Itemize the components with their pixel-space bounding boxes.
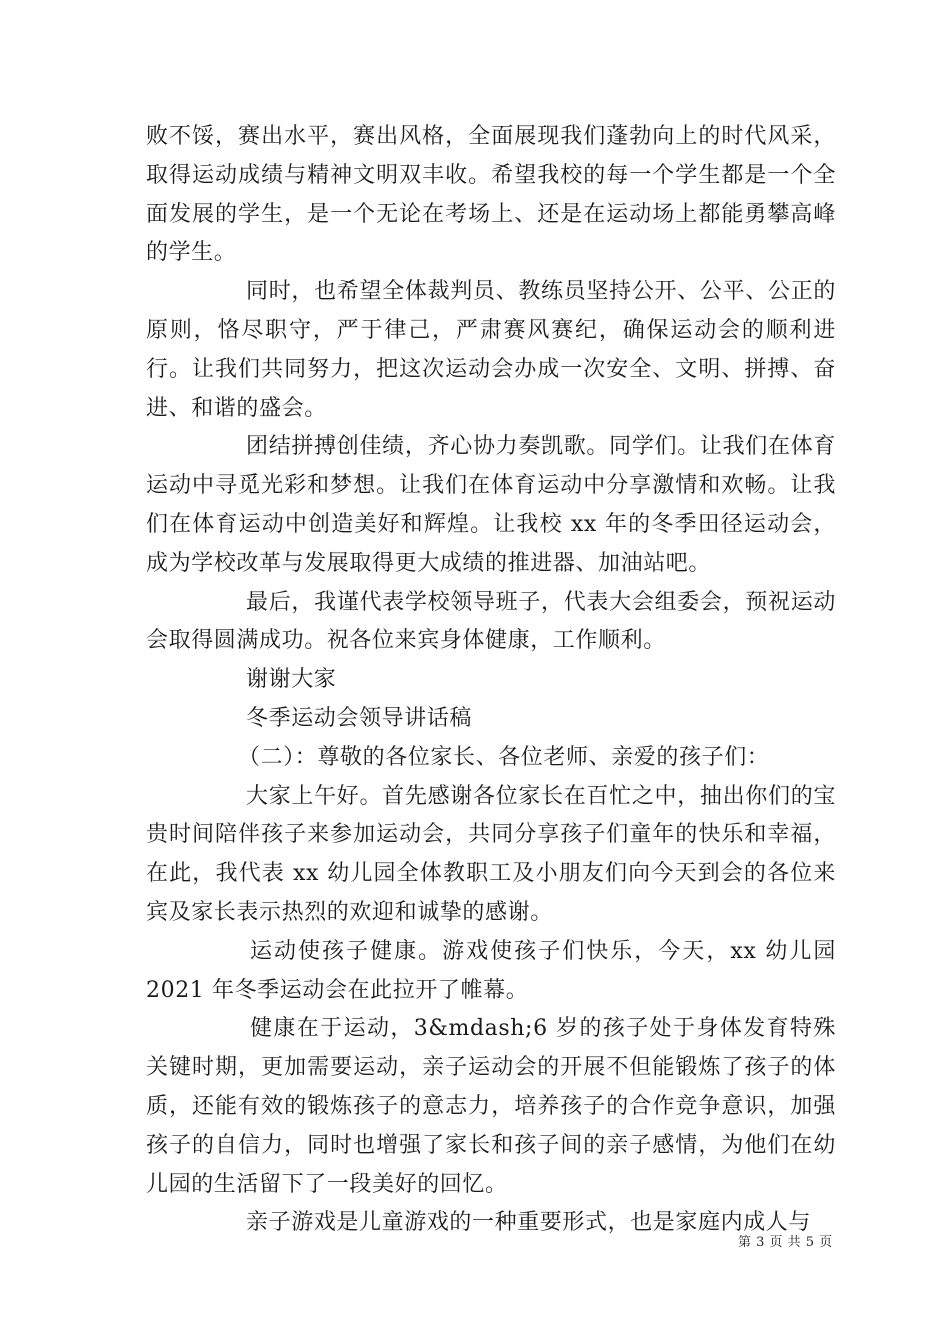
paragraph: 最后，我谨代表学校领导班子，代表大会组委会，预祝运动会取得圆满成功。祝各位来宾身体健康，工作顺利。	[146, 589, 836, 654]
paragraph: 败不馁，赛出水平，赛出风格，全面展现我们蓬勃向上的时代风采，取得运动成绩与精神文明双丰收。希望我校的每一个学生都是一个全面发展的学生，是一个无论在考场上、还是在运动场上都能勇攀高峰的学生。	[146, 124, 836, 266]
paragraph: 团结拼搏创佳绩，齐心协力奏凯歌。同学们。让我们在体育运动中寻觅光彩和梦想。让我们在体育运动中分享激情和欢畅。让我们在体育运动中创造美好和辉煌。让我校 xx 年的冬季田径运动会，成为学校改革与发展取得更大成绩的推进器、加油站吧。	[146, 434, 836, 576]
paragraph: 同时，也希望全体裁判员、教练员坚持公开、公平、公正的原则，恪尽职守，严于律己，严肃赛风赛纪，确保运动会的顺利进行。让我们共同努力，把这次运动会办成一次安全、文明、拼搏、奋进、和谐的盛会。	[146, 279, 836, 421]
paragraph: 健康在于运动，3&mdash;6 岁的孩子处于身体发育特殊关键时期，更加需要运动，亲子运动会的开展不但能锻炼了孩子的体质，还能有效的锻炼孩子的意志力，培养孩子的合作竞争意识，加强孩子的自信力，同时也增强了家长和孩子间的亲子感情，为他们在幼儿园的生活留下了一段美好的回忆。	[146, 1016, 836, 1197]
paragraph: 运动使孩子健康。游戏使孩子们快乐，今天，xx 幼儿园 2021 年冬季运动会在此拉开了帷幕。	[146, 938, 836, 1003]
paragraph-closing: 谢谢大家	[246, 667, 337, 693]
salutation: （二）：尊敬的各位家长、各位老师、亲爱的孩子们：	[238, 744, 770, 770]
document-body	[146, 118, 836, 1243]
section-title: 冬季运动会领导讲话稿	[246, 705, 473, 731]
page-number: 第 3 页 共 5 页	[738, 1235, 833, 1250]
paragraph: 大家上午好。首先感谢各位家长在百忙之中，抽出你们的宝贵时间陪伴孩子来参加运动会，共同分享孩子们童年的快乐和幸福，在此，我代表 xx 幼儿园全体教职工及小朋友们向今天到会的各位来宾及家长表示热烈的欢迎和诚挚的感谢。	[146, 783, 836, 925]
paragraph: 亲子游戏是儿童游戏的一种重要形式，也是家庭内成人与	[246, 1210, 812, 1236]
